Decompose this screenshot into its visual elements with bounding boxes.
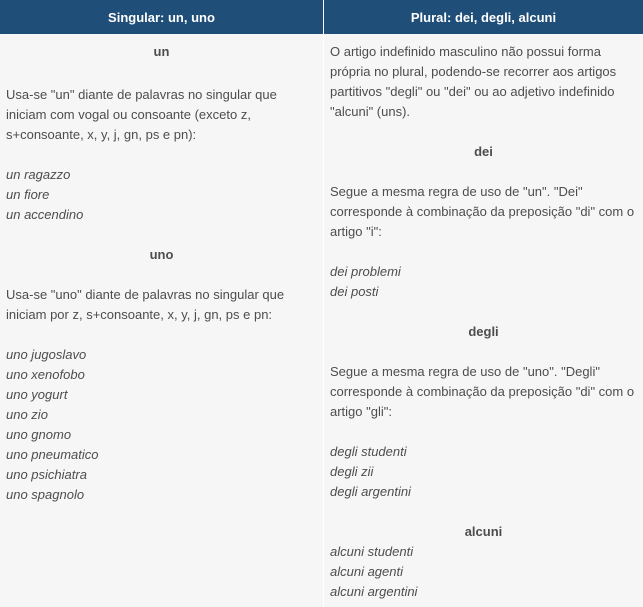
plural-column	[324, 34, 643, 607]
list-item: un fiore	[6, 187, 50, 202]
header-singular: Singular: un, uno	[0, 0, 324, 34]
alcuni-examples	[330, 542, 637, 602]
list-item: uno pneumatico	[6, 447, 99, 462]
list-item: uno spagnolo	[6, 487, 85, 502]
un-description: Usa-se "un" diante de palavras no singular que iniciam com vogal ou consoante (exceto z, s+consoante, x, y, j, gn, ps e pn):	[6, 87, 277, 142]
list-item: uno gnomo	[6, 427, 72, 442]
alcuni-heading: alcuni	[464, 524, 503, 539]
list-item: alcuni studenti	[330, 544, 414, 559]
dei-examples	[330, 262, 637, 302]
degli-heading: degli	[468, 324, 499, 339]
dei-heading: dei	[474, 144, 493, 159]
list-item: uno xenofobo	[6, 367, 85, 382]
plural-intro: O artigo indefinido masculino não possui forma própria no plural, podendo-se recorrer aos artigos partitivos "degli" ou "dei" ou ao adjetivo indefinido "alcuni" (uns).	[330, 44, 617, 119]
list-item: degli zii	[330, 464, 374, 479]
list-item: un ragazzo	[6, 167, 71, 182]
uno-heading: uno	[149, 247, 174, 262]
degli-description: Segue a mesma regra de uso de "uno". "Degli" corresponde à combinação da preposição "di" com o artigo "gli":	[330, 364, 635, 419]
list-item: uno jugoslavo	[6, 347, 87, 362]
list-item: uno psichiatra	[6, 467, 87, 482]
dei-description: Segue a mesma regra de uso de "un". "Dei" corresponde à combinação da preposição "di" com o artigo "i":	[330, 184, 635, 239]
list-item: uno yogurt	[6, 387, 68, 402]
list-item: uno zio	[6, 407, 48, 422]
list-item: dei problemi	[330, 264, 401, 279]
table-body-row	[0, 34, 643, 607]
singular-column	[0, 34, 324, 607]
uno-examples	[6, 345, 317, 505]
un-heading: un	[153, 44, 170, 59]
list-item: degli studenti	[330, 444, 407, 459]
un-examples	[6, 165, 317, 225]
list-item: alcuni argentini	[330, 584, 418, 599]
table-header-row	[0, 0, 643, 34]
degli-examples	[330, 442, 637, 502]
list-item: un accendino	[6, 207, 84, 222]
list-item: dei posti	[330, 284, 379, 299]
list-item: degli argentini	[330, 484, 411, 499]
header-plural: Plural: dei, degli, alcuni	[324, 0, 643, 34]
uno-description: Usa-se "uno" diante de palavras no singular que iniciam por z, s+consoante, x, y, j, gn, ps e pn:	[6, 287, 285, 322]
list-item: alcuni agenti	[330, 564, 403, 579]
